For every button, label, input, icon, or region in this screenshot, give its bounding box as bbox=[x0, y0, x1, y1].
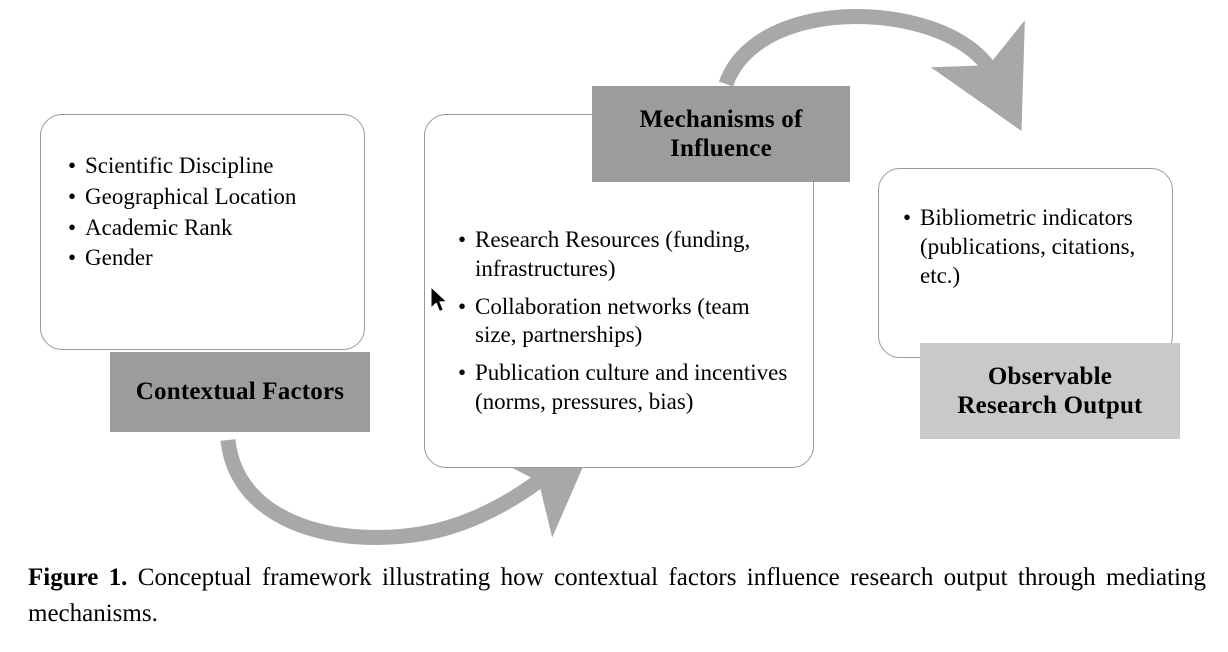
figure-caption bbox=[28, 560, 1206, 631]
figure-caption-text: Conceptual framework illustrating how contextual factors influence research output through mediating mechanisms. bbox=[28, 564, 1206, 627]
output-label-line2: Research Output bbox=[957, 392, 1143, 419]
mechanisms-of-influence-label bbox=[592, 86, 850, 182]
mouse-pointer-icon bbox=[430, 286, 450, 314]
mechanisms-of-influence-list bbox=[458, 226, 788, 419]
list-item: • Academic Rank bbox=[68, 214, 368, 243]
mechanisms-label-line1: Mechanisms of bbox=[639, 105, 803, 133]
list-item: • Geographical Location bbox=[68, 183, 368, 212]
observable-research-output-label bbox=[920, 343, 1180, 439]
observable-research-output-list bbox=[903, 204, 1173, 292]
output-label-line1: Observable bbox=[987, 362, 1113, 390]
figure-number: Figure 1. bbox=[28, 564, 128, 591]
mechanisms-label-line2: Influence bbox=[670, 135, 772, 162]
list-item: • Research Resources (funding, infrastructures) bbox=[458, 226, 788, 284]
arrow-mechanisms-to-output bbox=[726, 17, 994, 84]
list-item: • Bibliometric indicators (publications, citations, etc.) bbox=[903, 204, 1173, 290]
list-item: • Publication culture and incentives (norms, pressures, bias) bbox=[458, 359, 788, 417]
list-item: • Gender bbox=[68, 244, 368, 273]
list-item: • Scientific Discipline bbox=[68, 152, 368, 181]
contextual-factors-label: Contextual Factors bbox=[110, 352, 370, 432]
contextual-factors-list bbox=[68, 152, 368, 275]
list-item: • Collaboration networks (team size, partnerships) bbox=[458, 293, 788, 351]
